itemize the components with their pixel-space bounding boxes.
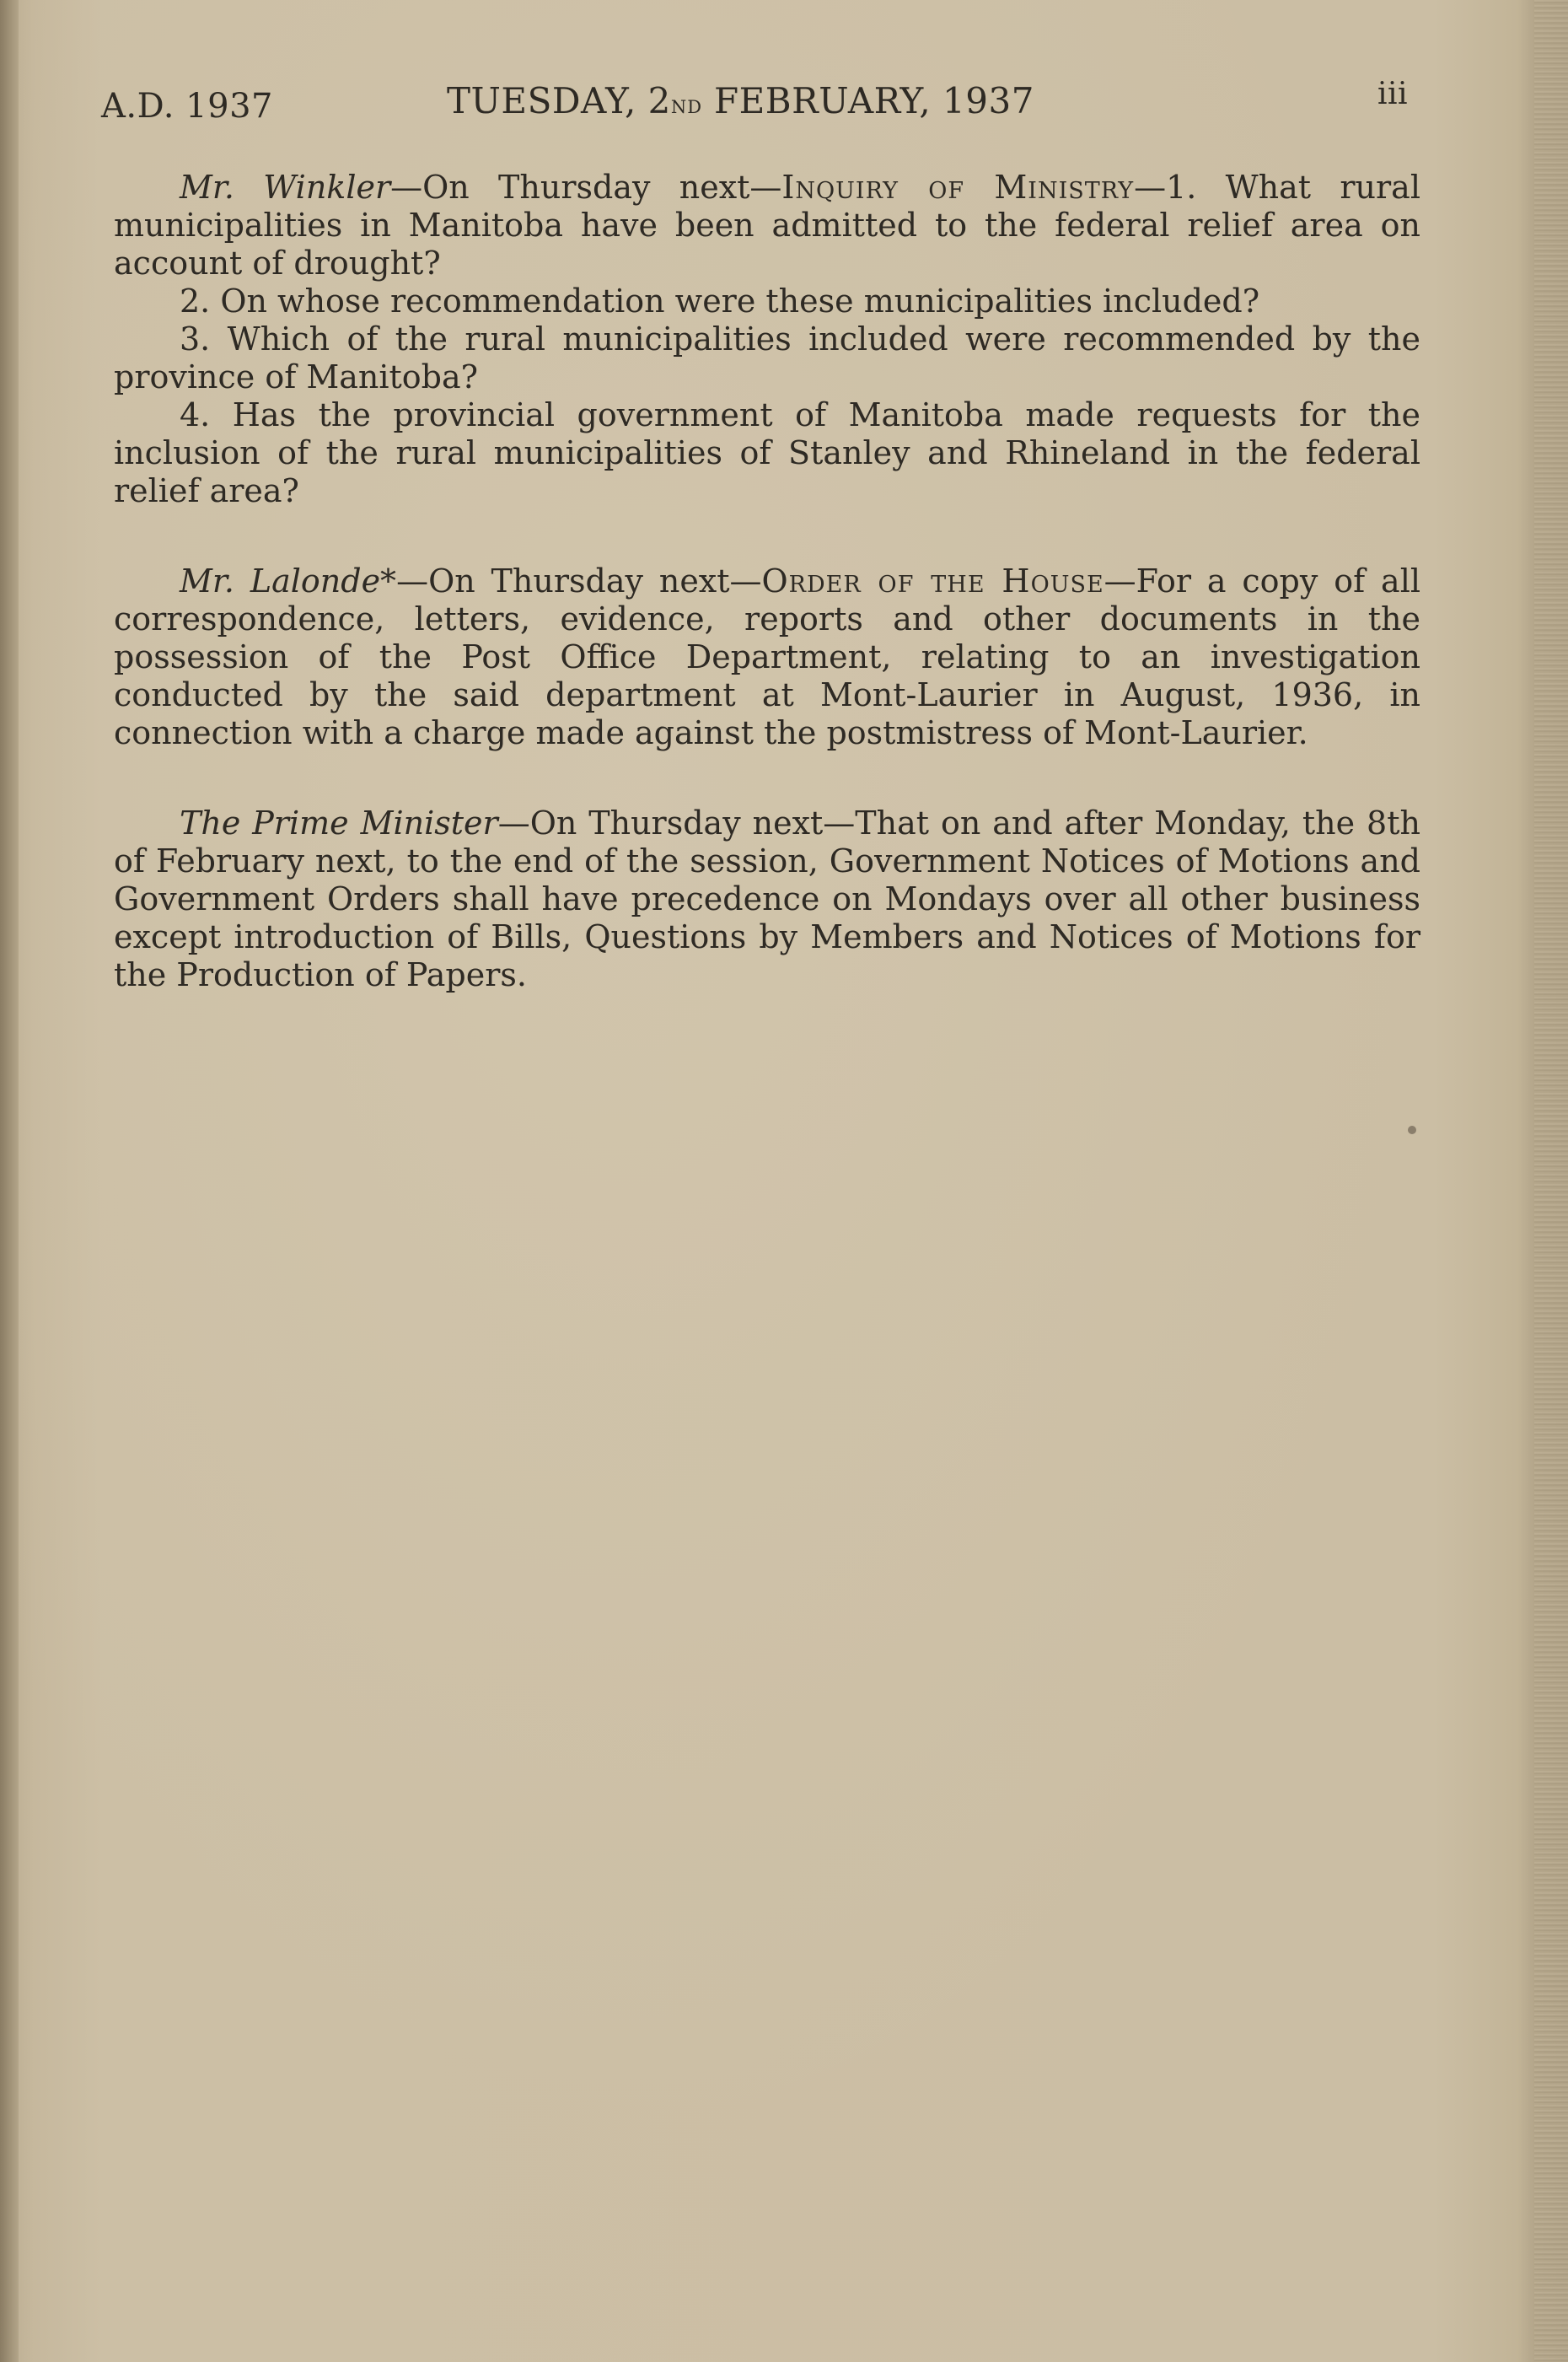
- member-name: Mr. Winkler: [180, 169, 391, 206]
- member-name: The Prime Minister: [180, 804, 498, 842]
- question-item: 3. Which of the rural municipalities included were recommended by the province of Manitoba?: [114, 320, 1420, 395]
- notice-lead: —On Thursday next—: [390, 169, 782, 206]
- binding-edge: [0, 0, 19, 2362]
- header-year: A.D. 1937: [101, 87, 273, 126]
- member-name: Mr. Lalonde*: [180, 562, 397, 600]
- question-item: 2. On whose recommendation were these municipalities included?: [180, 282, 1260, 320]
- header-date-ordinal: nd: [670, 90, 703, 120]
- notice-text: That on and after Monday, the 8th of February next, to the end of the session, Government Notices of Motions and Government Orders shall have precedence on Mondays over all other business except introduction of Bills, Questions by Members and Notices of Motions for the Production of Papers.: [114, 804, 1420, 993]
- running-header: [101, 77, 1416, 131]
- notice-lalonde: [114, 562, 1420, 752]
- question-item: 4. Has the provincial government of Manitoba made requests for the inclusion of the rural municipalities of Stanley and Rhineland in the federal relief area?: [114, 396, 1420, 509]
- notices-body: [114, 169, 1420, 1046]
- paper-blemish: [1408, 1126, 1416, 1134]
- page-number: iii: [1377, 77, 1408, 111]
- notice-lead: —On Thursday next—: [497, 804, 856, 842]
- notice-text: —1. What rural municipalities in Manitoba have been admitted to the federal relief area on account of drought?: [114, 169, 1420, 282]
- notice-heading: Inquiry of Ministry: [781, 169, 1135, 206]
- notice-text: —For a copy of all correspondence, letters, evidence, reports and other documents in the possession of the Post Office Department, relating to an investigation conducted by the said department at Mont-Laurier in August, 1936, in connection with a charge made against the postmistress of Mont-Laurier.: [114, 562, 1421, 751]
- page-edge: [1534, 0, 1568, 2362]
- notice-heading: Order of the House: [761, 562, 1104, 600]
- header-date-prefix: TUESDAY, 2: [447, 80, 671, 121]
- header-date-suffix: FEBRUARY, 1937: [702, 80, 1034, 121]
- notice-winkler: [114, 169, 1420, 510]
- notice-prime-minister: [114, 804, 1420, 994]
- header-date: [447, 80, 1034, 121]
- notice-lead: —On Thursday next—: [396, 562, 762, 600]
